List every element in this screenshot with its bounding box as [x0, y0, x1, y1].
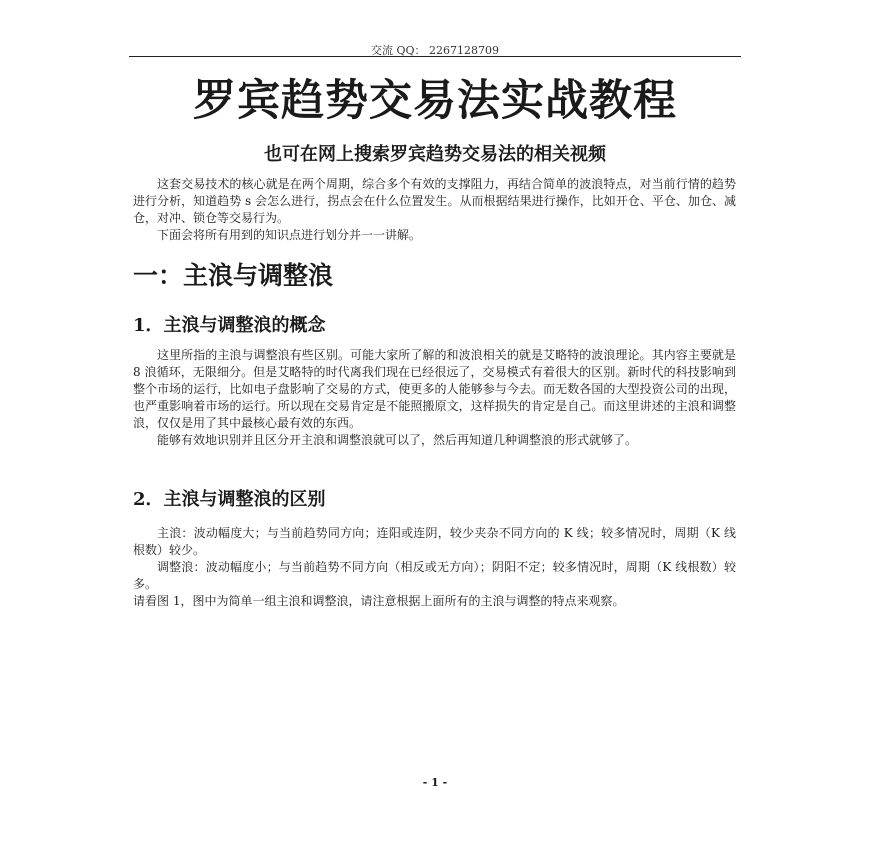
- figure-note: 请看图 1，图中为简单一组主浪和调整浪，请注意根据上面所有的主浪与调整的特点来观察。: [133, 594, 625, 608]
- paragraph: 能够有效地识别并且区分开主浪和调整浪就可以了，然后再知道几种调整浪的形式就够了。: [157, 433, 638, 447]
- document-subtitle: 也可在网上搜索罗宾趋势交易法的相关视频: [264, 144, 606, 165]
- subsection-1-body: [133, 347, 736, 449]
- subsection-heading-1: 1．主浪与调整浪的概念: [133, 315, 326, 336]
- subsection-2-body: [133, 525, 736, 610]
- intro-paragraph-2: 下面会将所有用到的知识点进行划分并一一讲解。: [157, 228, 422, 242]
- paragraph: 这里所指的主浪与调整浪有些区别。可能大家所了解的和波浪相关的就是艾略特的波浪理论。其内容主要就是 8 浪循环，无限细分。但是艾略特的时代离我们现在已经很远了，交易模式有着很大的区别。新时代的科技影响到整个市场的运行，比如电子盘影响了交易的方式，使更多的人能够参与今去。而无数各国的大型投资公司的出现，也严重影响着市场的运行。所以现在交易肯定是不能照搬原文，这样损失的肯定是自己。而这里讲述的主浪和调整浪，仅仅是用了其中最核心最有效的东西。: [133, 348, 736, 430]
- header-rule: [129, 56, 741, 57]
- intro-section: [133, 176, 736, 244]
- intro-paragraph-1: 这套交易技术的核心就是在两个周期，综合多个有效的支撑阻力，再结合简单的波浪特点，对当前行情的趋势进行分析，知道趋势 s 会怎么进行，拐点会在什么位置发生。从而根据结果进行操作，比如开仓、平仓、加仓、减仓，对冲、锁仓等交易行为。: [133, 177, 736, 225]
- subsection-heading-2: 2．主浪与调整浪的区别: [133, 489, 326, 510]
- section-heading-1: 一：主浪与调整浪: [133, 261, 334, 290]
- page-number: - 1 -: [422, 776, 448, 789]
- document-title: 罗宾趋势交易法实战教程: [193, 76, 677, 126]
- paragraph: 主浪：波动幅度大；与当前趋势同方向；连阳或连阴，较少夹杂不同方向的 K 线；较多情况时，周期（K 线根数）较少。: [133, 526, 736, 557]
- page-header: 交流 QQ： 2267128709: [370, 44, 499, 57]
- paragraph: 调整浪：波动幅度小；与当前趋势不同方向（相反或无方向）；阴阳不定；较多情况时，周期（K 线根数）较多。: [133, 560, 736, 591]
